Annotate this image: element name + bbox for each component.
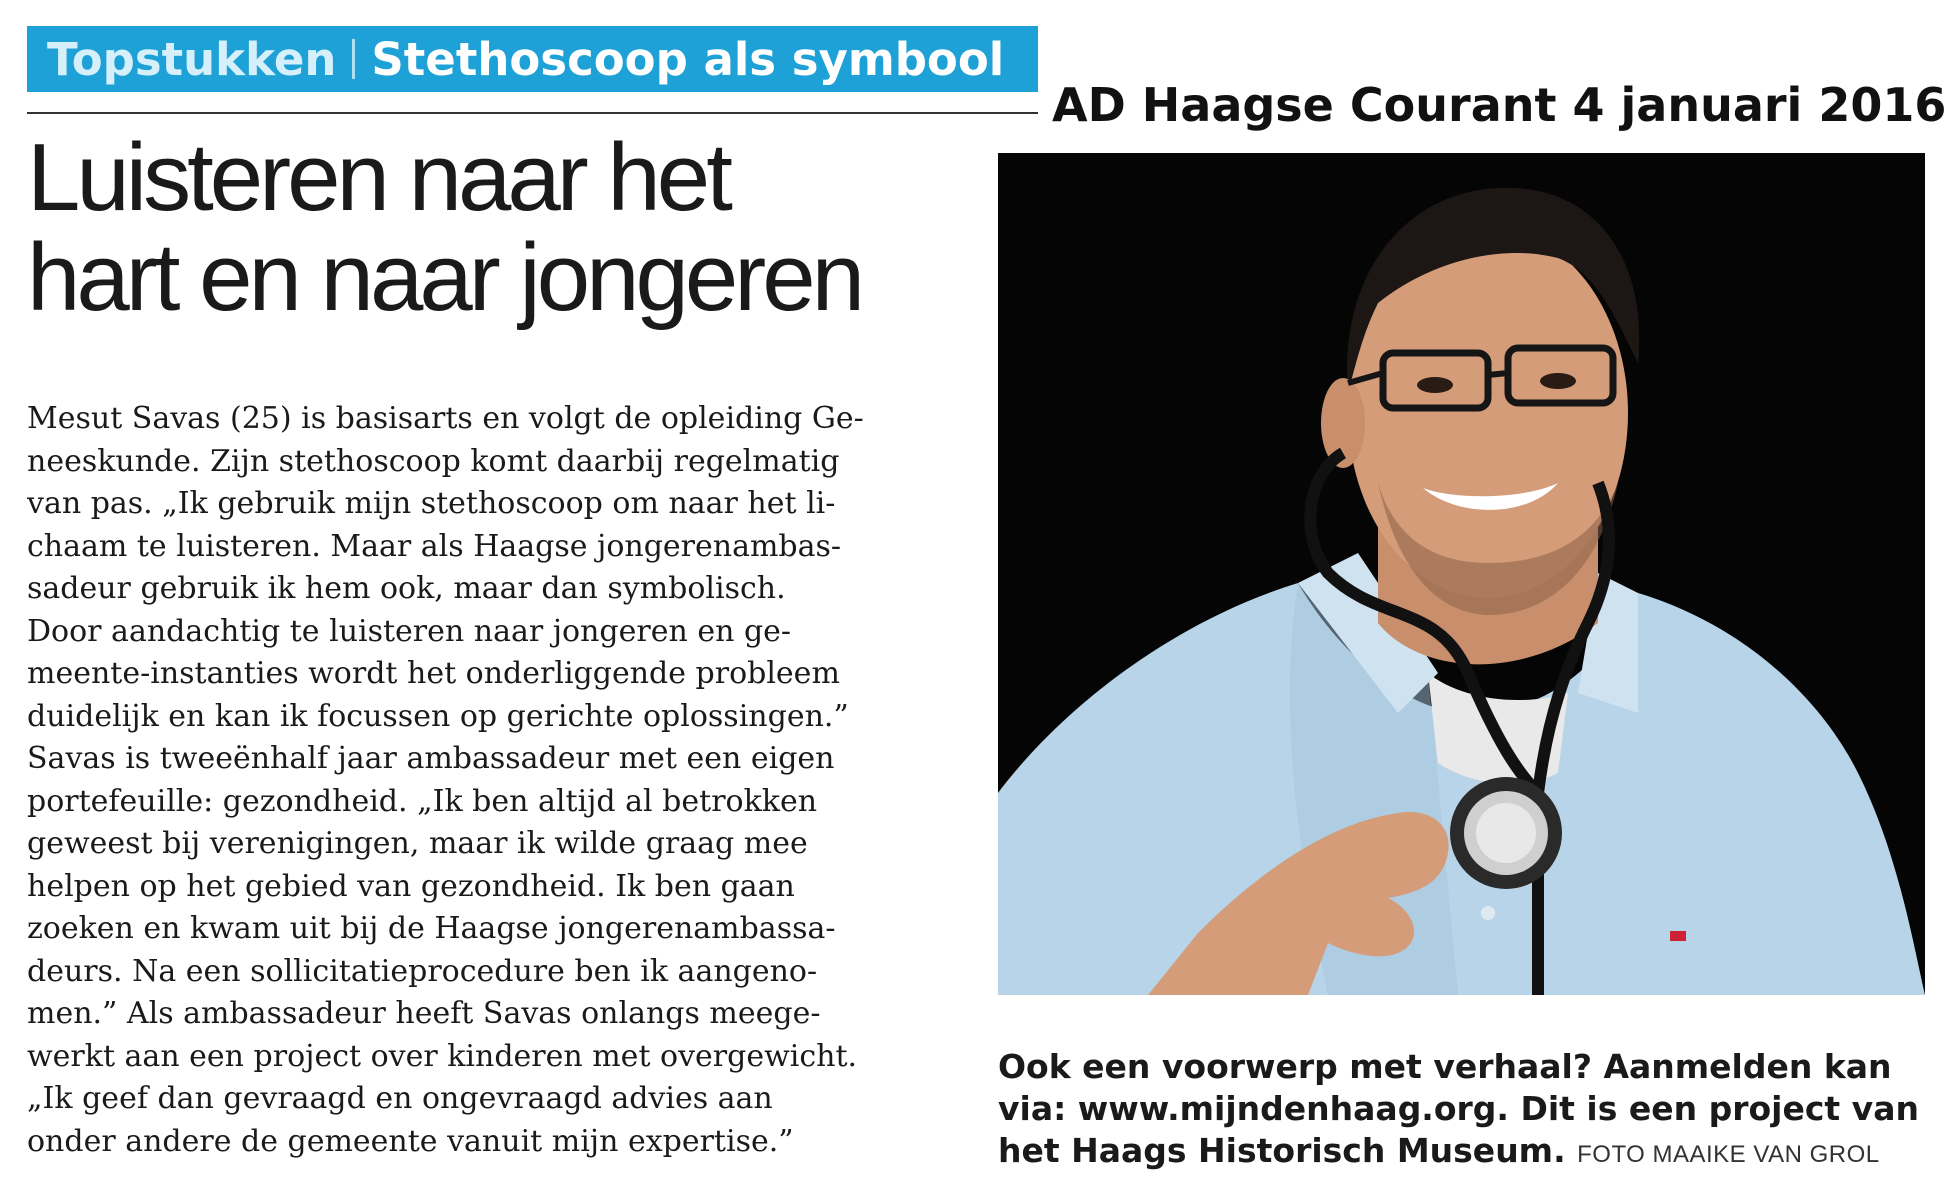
body-line: sadeur gebruik ik hem ook, maar dan symbolisch. bbox=[27, 571, 786, 606]
headline-line: hart en naar jongeren bbox=[27, 224, 861, 331]
body-line: chaam te luisteren. Maar als Haagse jongerenambas- bbox=[27, 528, 842, 564]
header-rule bbox=[27, 112, 1038, 114]
body-line: deurs. Na een sollicitatieprocedure ben ik aangeno- bbox=[27, 953, 818, 989]
body-line: helpen op het gebied van gezondheid. Ik ben gaan bbox=[27, 868, 795, 904]
body-line: „Ik geef dan gevraagd en ongevraagd advies aan bbox=[27, 1081, 773, 1116]
section-divider bbox=[352, 39, 355, 79]
photo-caption bbox=[998, 1046, 1928, 1176]
caption-line-last bbox=[998, 1130, 1928, 1176]
caption-line: via: www.mijndenhaag.org. Dit is een project van bbox=[998, 1089, 1919, 1128]
body-line: men.” Als ambassadeur heeft Savas onlangs meege- bbox=[27, 996, 821, 1031]
section-category: Topstukken bbox=[47, 32, 337, 86]
source-label: AD Haagse Courant 4 januari 2016 bbox=[1052, 78, 1947, 132]
body-line: geweest bij verenigingen, maar ik wilde graag mee bbox=[27, 826, 808, 861]
body-line: Savas is tweeënhalf jaar ambassadeur met een eigen bbox=[27, 741, 835, 776]
headline-line: Luisteren naar het bbox=[27, 124, 729, 231]
body-line: neeskunde. Zijn stethoscoop komt daarbij regelmatig bbox=[27, 443, 840, 479]
body-line: Door aandachtig te luisteren naar jongeren en ge- bbox=[27, 613, 792, 649]
section-title: Stethoscoop als symbool bbox=[371, 32, 1005, 86]
body-line: werkt aan een project over kinderen met overgewicht. bbox=[27, 1038, 858, 1074]
section-tag-bar bbox=[27, 26, 1038, 92]
body-line: zoeken en kwam uit bij de Haagse jongerenambassa- bbox=[27, 911, 836, 946]
body-line: van pas. „Ik gebruik mijn stethoscoop om naar het li- bbox=[27, 486, 836, 521]
body-line: duidelijk en kan ik focussen op gerichte oplossingen.” bbox=[27, 698, 849, 734]
caption-line-text: het Haags Historisch Museum. bbox=[998, 1131, 1566, 1170]
body-line: meente-instanties wordt het onderliggende probleem bbox=[27, 656, 840, 691]
body-line: portefeuille: gezondheid. „Ik ben altijd al betrokken bbox=[27, 783, 818, 819]
photo-credit: FOTO MAAIKE VAN GROL bbox=[1577, 1141, 1880, 1168]
body-line: onder andere de gemeente vanuit mijn expertise.” bbox=[27, 1123, 794, 1159]
portrait-photo bbox=[998, 153, 1925, 995]
body-line: Mesut Savas (25) is basisarts en volgt de opleiding Ge- bbox=[27, 401, 864, 436]
article-body bbox=[27, 398, 957, 1163]
caption-line: Ook een voorwerp met verhaal? Aanmelden kan bbox=[998, 1047, 1892, 1086]
article-headline bbox=[27, 124, 987, 331]
